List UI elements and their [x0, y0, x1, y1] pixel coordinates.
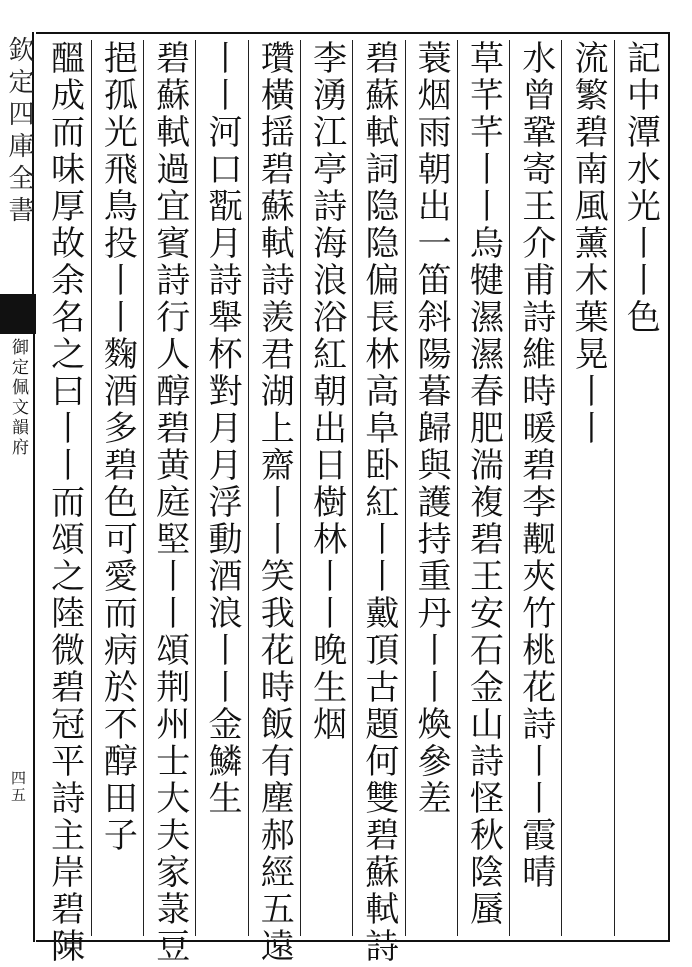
page-number: 四五 — [9, 770, 27, 804]
text-column — [352, 40, 404, 965]
column-text: 碧蘇軾過宜賓詩行人醇碧黄庭堅丨丨頌荆州士大夫家菉豆 — [149, 40, 190, 965]
column-text: 流繁碧南風薰木葉晃丨丨 — [568, 40, 609, 447]
column-text: 碧蘇軾詞隐隐偏長林高阜卧紅丨丨戴頂古題何雙碧蘇軾詩 — [358, 40, 399, 965]
text-columns — [38, 40, 666, 965]
text-column — [38, 40, 90, 965]
text-column — [561, 40, 613, 936]
book-title: 御定佩文韻府 — [8, 338, 28, 458]
gutter-top-text: 欽定四庫全書 — [4, 36, 34, 228]
column-text: 瓚橫揺碧蘇軾詩羨君湖上齋丨丨笑我花時飯有塵郝經五遠 — [254, 40, 295, 965]
text-column — [300, 40, 352, 936]
text-column — [91, 40, 143, 936]
column-text: 挹孤光飛鳥投丨丨麴酒多碧色可愛而病於不醇田子 — [97, 40, 138, 854]
text-column — [509, 40, 561, 936]
text-column — [143, 40, 195, 965]
gutter-divider — [33, 294, 35, 942]
text-column — [405, 40, 457, 936]
column-text: 丨丨河口翫月詩舉杯對月月浮動酒浪丨丨金鱗生 — [201, 40, 242, 817]
text-column — [248, 40, 300, 965]
column-text: 草芊芊丨丨烏犍濕濕春肥湍複碧王安石金山詩怪秋陰蜃 — [463, 40, 504, 928]
text-column — [614, 40, 666, 936]
fishtail-mark — [0, 294, 36, 334]
gutter-top-label — [6, 32, 34, 294]
column-text: 記中潭水光丨丨色 — [620, 40, 661, 336]
column-text: 醞成而味厚故余名之曰丨丨而頌之陸微碧冠平詩主岸碧陳 — [44, 40, 85, 965]
column-text: 蓑烟雨朝出一笛斜陽暮歸與護持重丹丨丨煥參差 — [411, 40, 452, 817]
text-column — [195, 40, 247, 936]
text-column — [457, 40, 509, 936]
page-gutter — [0, 32, 36, 942]
column-text: 水曾鞏寄王介甫詩維時暖碧李觏夾竹桃花詩丨丨霞晴 — [515, 40, 556, 891]
column-text: 李湧江亭詩海浪浴紅朝出日樹林丨丨晚生烟 — [306, 40, 347, 743]
